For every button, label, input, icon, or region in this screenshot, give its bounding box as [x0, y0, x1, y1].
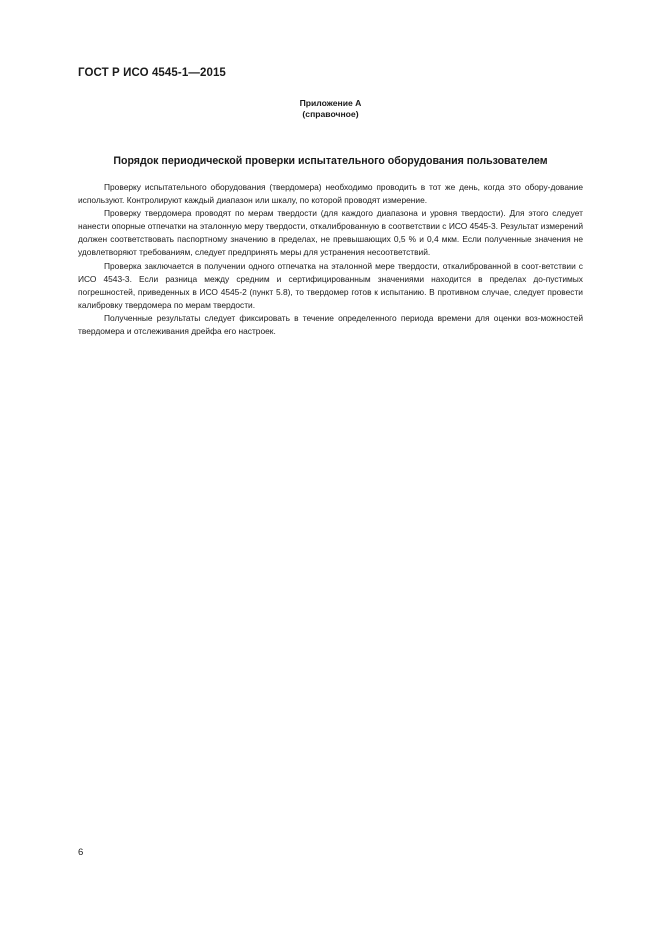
paragraph-4: Полученные результаты следует фиксировать в течение определенного периода времени для оценки воз-можностей твердомера и отслеживания дрейфа его настроек.: [78, 312, 583, 337]
paragraph-2: Проверку твердомера проводят по мерам твердости (для каждого диапазона и уровня твердости). Для этого следует нанести опорные отпечатки на эталонную меру твердости, откалиброванную в соответствии с ИСО 4545-3. Результат измерений должен соответствовать паспортному значению в пределах, не превышающих 0,5 % и 0,4 мкм. Если полученные значения не удовлетворяют требованиям, следует предпринять меры для устранения несоответствий.: [78, 208, 583, 258]
annex-label: Приложение А: [299, 98, 362, 108]
annex-body: [78, 181, 583, 338]
annex-title: Порядок периодической проверки испытательного оборудования пользователем: [113, 155, 548, 167]
paragraph-1: Проверку испытательного оборудования (твердомера) необходимо проводить в тот же день, когда это обору-дование используют. Контролируют каждый диапазон или шкалу, по которой проводят измерение.: [78, 182, 583, 206]
paragraph-3: Проверка заключается в получении одного отпечатка на эталонной мере твердости, откалиброванной в соот-ветствии с ИСО 4543-3. Если разница между средним и сертифицированным значениями находится в пределах до-пустимых погрешностей, приведенных в ИСО 4545-2 (пункт 5.8), то твердомер готов к испытанию. В противном случае, следует провести калибровку твердомера по мерам твердости.: [78, 260, 583, 310]
annex-kind: (справочное): [302, 109, 359, 119]
annex-heading: [0, 98, 661, 120]
standard-code: ГОСТ Р ИСО 4545-1—2015: [78, 67, 226, 79]
page-number: 6: [78, 847, 84, 858]
